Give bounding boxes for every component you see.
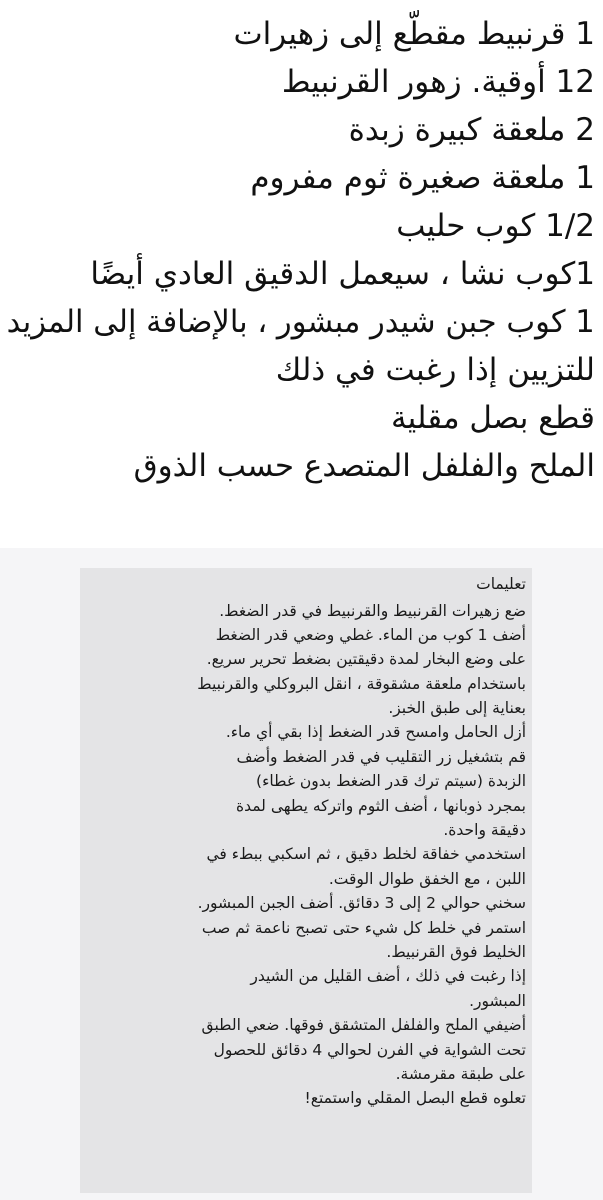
instruction-line: بمجرد ذوبانها ، أضف الثوم واتركه يطهى لمدة [235, 796, 526, 815]
ingredient-line: للتزيين إذا رغبت في ذلك [275, 352, 595, 388]
instruction-line: استمر في خلط كل شيء حتى تصبح ناعمة ثم صب [201, 918, 526, 937]
instruction-line: على وضع البخار لمدة دقيقتين بضغط تحرير سريع. [206, 650, 526, 669]
instruction-line: أزل الحامل وامسح قدر الضغط إذا بقي أي ماء. [225, 723, 526, 742]
instruction-line: أضيفي الملح والفلفل المتشقق فوقها. ضعي الطبق [201, 1016, 526, 1035]
instruction-line: استخدمي خفاقة لخلط دقيق ، ثم اسكبي ببطء في [206, 845, 526, 864]
instruction-line: على طبقة مقرمشة. [395, 1064, 526, 1083]
instruction-line: بعناية إلى طبق الخبز. [388, 699, 526, 718]
instruction-line: تعلوه قطع البصل المقلي واستمتع! [304, 1089, 526, 1108]
ingredient-line: 2 ملعقة كبيرة زبدة [348, 112, 595, 148]
instruction-line: باستخدام ملعقة مشقوقة ، انقل البروكلي والقرنبيط [197, 674, 526, 693]
instruction-line: إذا رغبت في ذلك ، أضف القليل من الشيدر [250, 967, 526, 986]
instructions-list [78, 599, 526, 1111]
instruction-line: اللبن ، مع الخفق طوال الوقت. [328, 869, 526, 888]
ingredients-list [5, 10, 595, 490]
ingredient-line: 1 ملعقة صغيرة ثوم مفروم [250, 160, 595, 196]
ingredient-line: الملح والفلفل المتصدع حسب الذوق [133, 448, 595, 484]
instruction-line: أضف 1 كوب من الماء. غطي وضعي قدر الضغط [215, 625, 526, 644]
instruction-line: دقيقة واحدة. [443, 821, 526, 840]
instructions-panel [80, 568, 532, 1193]
instruction-line: تحت الشواية في الفرن لحوالي 4 دقائق للحصول [213, 1040, 526, 1059]
instruction-line: المبشور. [469, 991, 526, 1010]
instruction-line: سخني حوالي 2 إلى 3 دقائق. أضف الجبن المبشور. [197, 894, 526, 913]
ingredients-panel [0, 0, 603, 548]
ingredient-line: 1/2 كوب حليب [396, 208, 595, 244]
instruction-line: قم بتشغيل زر التقليب في قدر الضغط وأضف [236, 747, 526, 766]
ingredient-line: 1 كوب جبن شيدر مبشور ، بالإضافة إلى المزيد [6, 304, 595, 340]
ingredient-line: 1 قرنبيط مقطّع إلى زهيرات [233, 16, 595, 52]
instruction-line: ضع زهيرات القرنبيط والقرنبيط في قدر الضغط. [219, 601, 526, 620]
instructions-title: تعليمات [476, 575, 526, 593]
ingredient-line: 12 أوقية. زهور القرنبيط [281, 64, 595, 100]
instruction-line: الزبدة (سيتم ترك قدر الضغط بدون غطاء) [256, 772, 526, 791]
ingredient-line: قطع بصل مقلية [391, 400, 595, 436]
instruction-line: الخليط فوق القرنبيط. [386, 942, 526, 961]
ingredient-line: 1كوب نشا ، سيعمل الدقيق العادي أيضًا [90, 256, 595, 292]
